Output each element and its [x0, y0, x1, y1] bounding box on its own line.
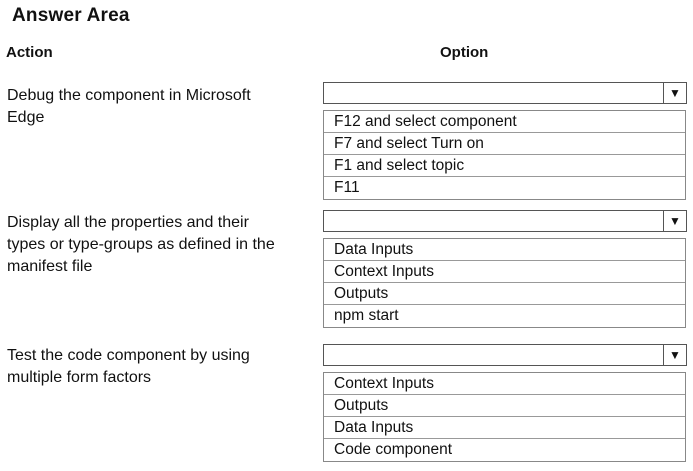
- options-list-display-properties: [323, 238, 686, 328]
- dropdown-arrow-icon[interactable]: ▼: [663, 83, 686, 103]
- dropdown-arrow-icon[interactable]: ▼: [663, 345, 686, 365]
- dropdown-debug[interactable]: [323, 82, 687, 104]
- option-item[interactable]: Outputs: [324, 283, 685, 305]
- option-item[interactable]: F7 and select Turn on: [324, 133, 685, 155]
- action-line: manifest file: [7, 258, 93, 275]
- action-line: multiple form factors: [7, 369, 152, 386]
- option-item[interactable]: F1 and select topic: [324, 155, 685, 177]
- action-text-display-properties: [7, 212, 317, 278]
- option-item[interactable]: F11: [334, 179, 360, 196]
- option-item[interactable]: Data Inputs: [324, 417, 685, 439]
- option-item[interactable]: Data Inputs: [324, 239, 685, 261]
- action-line: Debug the component in Microsoft: [7, 87, 251, 104]
- option-item[interactable]: Context Inputs: [324, 373, 685, 395]
- dropdown-display-properties[interactable]: [323, 210, 687, 232]
- action-line: Edge: [7, 109, 45, 126]
- action-text-debug: [7, 85, 317, 129]
- action-line: types or type-groups as defined in the: [7, 236, 275, 253]
- option-column-header: Option: [440, 44, 489, 61]
- option-item[interactable]: Code component: [334, 441, 453, 458]
- action-line: Test the code component by using: [7, 347, 250, 364]
- dropdown-arrow-icon[interactable]: ▼: [663, 211, 686, 231]
- option-item[interactable]: F12 and select component: [324, 111, 685, 133]
- option-item[interactable]: npm start: [334, 307, 399, 324]
- options-list-debug: [323, 110, 686, 200]
- action-column-header: Action: [6, 44, 53, 61]
- answer-area-title: Answer Area: [12, 5, 130, 26]
- option-item[interactable]: Context Inputs: [324, 261, 685, 283]
- dropdown-test-form-factors[interactable]: [323, 344, 687, 366]
- option-item[interactable]: Outputs: [324, 395, 685, 417]
- options-list-test-form-factors: [323, 372, 686, 462]
- action-line: Display all the properties and their: [7, 214, 249, 231]
- action-text-test-form-factors: [7, 345, 317, 389]
